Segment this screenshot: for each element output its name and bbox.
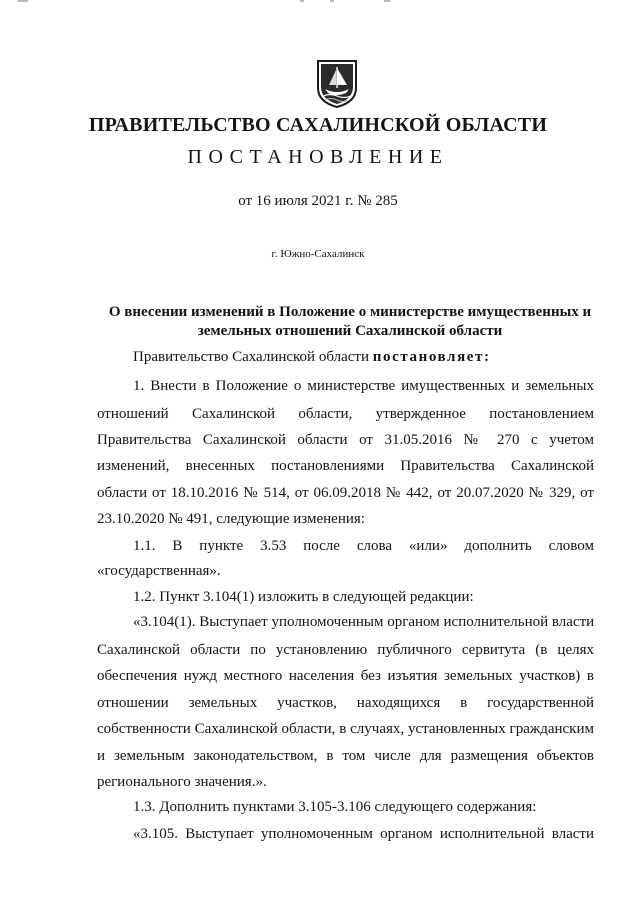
preamble — [133, 349, 594, 366]
body-line: Правительства Сахалинской области от 31.05.2016 № 270 с учетом — [97, 432, 594, 448]
body-line: регионального значения.». — [97, 774, 267, 790]
subject-line-1: О внесении изменений в Положение о министерстве имущественных и — [108, 304, 592, 320]
coat-of-arms-icon — [316, 58, 358, 108]
scan-artifact — [0, 0, 636, 3]
city: г. Южно-Сахалинск — [271, 248, 365, 260]
body-line: «государственная». — [97, 563, 221, 579]
body-line: собственности Сахалинской области, в случаях, установленных гражданским — [97, 721, 594, 737]
body-line: 23.10.2020 № 491, следующие изменения: — [97, 511, 365, 527]
body-line: 1.1. В пункте 3.53 после слова «или» дополнить словом — [133, 538, 594, 554]
body-line: и земельным законодательством, в том числе для размещения объектов — [97, 748, 594, 764]
government-title: ПРАВИТЕЛЬСТВО САХАЛИНСКОЙ ОБЛАСТИ — [88, 114, 548, 136]
document-type: ПОСТАНОВЛЕНИЕ — [187, 146, 449, 168]
body-line: отношении земельных участков, находящихся в государственной — [97, 695, 594, 711]
preamble-keyword: постановляет: — [372, 349, 491, 365]
body-line: обеспечения нужд местного населения без изъятия земельных участков) в — [97, 668, 594, 684]
date-and-number: от 16 июля 2021 г. № 285 — [238, 193, 398, 209]
body-line: «3.105. Выступает уполномоченным органом исполнительной власти — [133, 826, 594, 842]
body-line: «3.104(1). Выступает уполномоченным органом исполнительной власти — [133, 614, 595, 630]
body-line: изменений, внесенных постановлениями Правительства Сахалинской — [97, 458, 594, 474]
body-line: 1.3. Дополнить пунктами 3.105-3.106 следующего содержания: — [133, 799, 537, 815]
subject-line-2: земельных отношений Сахалинской области — [197, 323, 503, 339]
body-line: 1.2. Пункт 3.104(1) изложить в следующей редакции: — [133, 589, 474, 605]
document-subject — [80, 303, 620, 341]
body-line: 1. Внести в Положение о министерстве имущественных и земельных — [133, 378, 594, 394]
body-line: отношений Сахалинской области, утвержденное постановлением — [97, 406, 594, 422]
body-line: Сахалинской области по установлению публичного сервитута (в целях — [97, 642, 594, 658]
body-line: области от 18.10.2016 № 514, от 06.09.2018 № 442, от 20.07.2020 № 329, от — [97, 485, 594, 501]
preamble-text: Правительство Сахалинской области — [133, 349, 373, 365]
